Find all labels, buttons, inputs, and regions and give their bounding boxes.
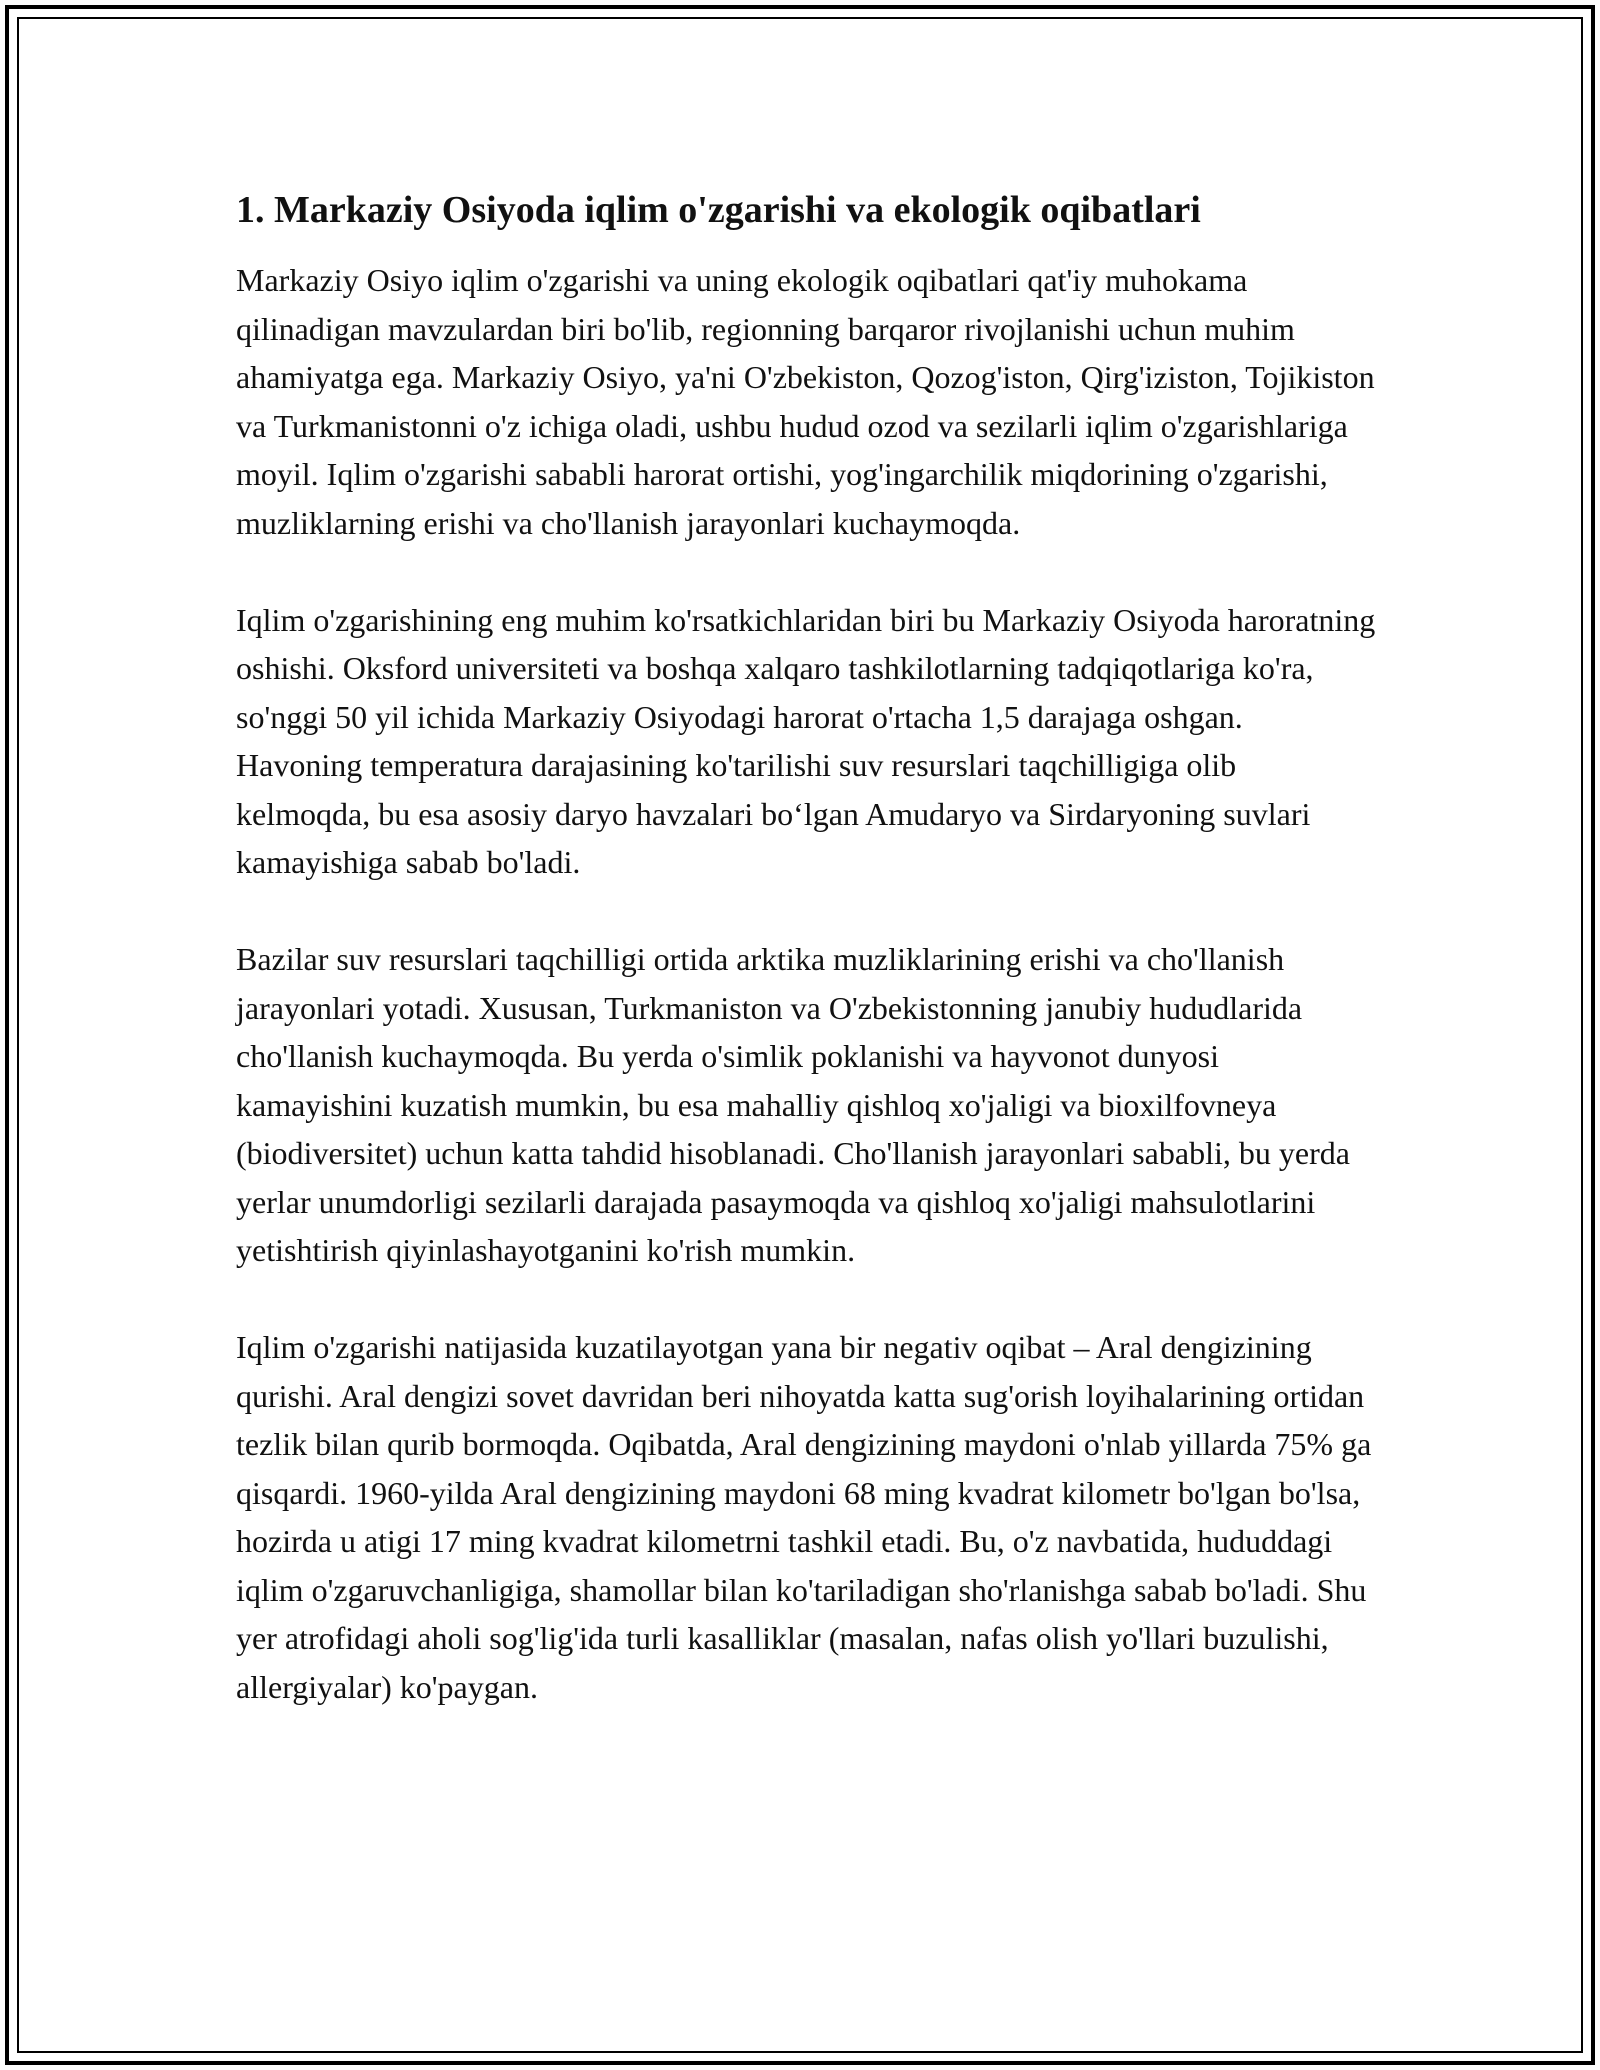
paragraph-1: Markaziy Osiyo iqlim o'zgarishi va uning ekologik oqibatlari qat'iy muhokama qilinadigan mavzulardan biri bo'lib, regionning barqaror rivojlanishi uchun muhim ahamiyatga ega. Markaziy Osiyo, ya'ni O'zbekiston, Qozog'iston, Qirg'iziston, Tojikiston va Turkmanistonni o'z ichiga oladi, ushbu hudud ozod va sezilarli iqlim o'zgarishlariga moyil. Iqlim o'zgarishi sababli harorat ortishi, yog'ingarchilik miqdorining o'zgarishi, muzliklarning erishi va cho'llanish jarayonlari kuchaymoqda. <box>236 262 1375 541</box>
paragraph-4: Iqlim o'zgarishi natijasida kuzatilayotgan yana bir negativ oqibat – Aral dengizining qurishi. Aral dengizi sovet davridan beri nihoyatda katta sug'orish loyihalarining ortidan tezlik bilan qurib bormoqda. Oqibatda, Aral dengizining maydoni o'nlab yillarda 75% ga qisqardi. 1960-yilda Aral dengizining maydoni 68 ming kvadrat kilometr bo'lgan bo'lsa, hozirda u atigi 17 ming kvadrat kilometrni tashkil etadi. Bu, o'z navbatida, hududdagi iqlim o'zgaruvchanligiga, shamollar bilan ko'tariladigan sho'rlanishga sabab bo'ladi. Shu yer atrofidagi aholi sog'lig'ida turli kasalliklar (masalan, nafas olish yo'llari buzulishi, allergiyalar) ko'paygan. <box>236 1329 1372 1705</box>
document-body <box>236 186 1376 1711</box>
paragraph-2: Iqlim o'zgarishining eng muhim ko'rsatkichlaridan biri bu Markaziy Osiyoda haroratning oshishi. Oksford universiteti va boshqa xalqaro tashkilotlarning tadqiqotlariga ko'ra, so'nggi 50 yil ichida Markaziy Osiyodagi harorat o'rtacha 1,5 darajaga oshgan. Havoning temperatura darajasining ko'tarilishi suv resurslari taqchilligiga olib kelmoqda, bu esa asosiy daryo havzalari bo‘lgan Amudaryo va Sirdaryoning suvlari kamayishiga sabab bo'ladi. <box>236 601 1376 880</box>
paragraph-3: Bazilar suv resurslari taqchilligi ortida arktika muzliklarining erishi va cho'llanish jarayonlari yotadi. Xususan, Turkmaniston va O'zbekistonning janubiy hududlarida cho'llanish kuchaymoqda. Bu yerda o'simlik poklanishi va hayvonot dunyosi kamayishini kuzatish mumkin, bu esa mahalliy qishloq xo'jaligi va bioxilfovneya (biodiversitet) uchun katta tahdid hisoblanadi. Cho'llanish jarayonlari sababli, bu yerda yerlar unumdorligi sezilarli darajada pasaymoqda va qishloq xo'jaligi mahsulotlarini yetishtirish qiyinlashayotganini ko'rish mumkin. <box>236 941 1350 1268</box>
section-heading: 1. Markaziy Osiyoda iqlim o'zgarishi va ekologik oqibatlari <box>236 189 1201 231</box>
